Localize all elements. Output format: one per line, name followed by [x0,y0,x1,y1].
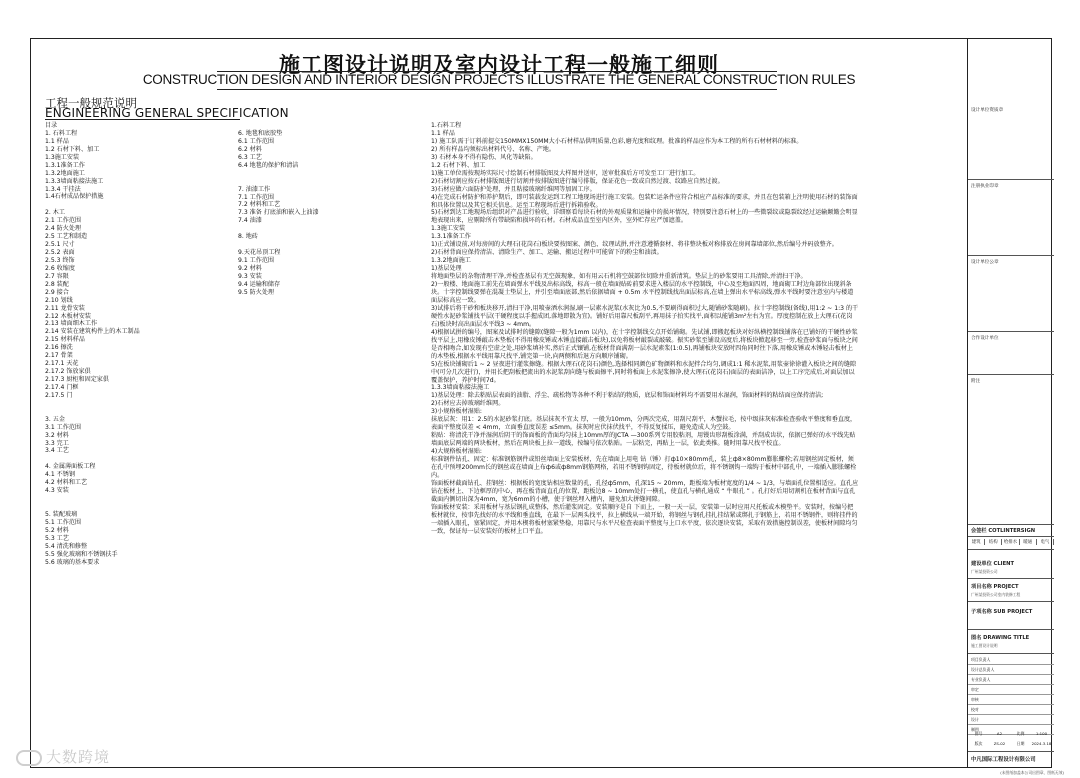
tb-discipline: 电气 [1037,539,1054,545]
tb-firm-name: 中凡国际工程设计有限公司 [971,757,1036,763]
toc-item: 2.17 骨架 [45,352,73,360]
toc-item: 2.17.5 门 [45,391,73,399]
spec-paragraph: 将地面垫层的杂物清理干净,并检查基层有无空鼓现象，如有用云石机将空鼓部位切除并重新清筑。垫层上的砂浆要用工具清除,并清扫干净。 [431,273,807,281]
tb-role: 设计 [968,715,1054,725]
tb-divider [968,653,1054,654]
tb-role: 校对 [968,705,1054,715]
subtitle-underline [217,89,777,90]
spec-paragraph: 标准钢件钻孔、固定：标准钢筋钢件或铅丝墙面上安装板材，先在墙面上用电 钻（锤）打ф10×80mm孔，装上ф8×80mm膨胀螺栓;若用钢丝固定板材，须在孔中预埋200mm长的钢丝或在墙面上布ф6或ф8mm钢筋网格，若用不锈钢钩固定，待板材就位后，将不锈钢钩一端钩于板材中部孔中，一端插入膨胀螺栓内。 [431,456,857,479]
toc-item: 7.3 准备 打底油和嵌入上油漆 [238,209,319,217]
spec-paragraph: 1)基层处理：除去粘贴层表面的油脂、浮尘、疏松物等各种不利于粘结的物质，底层和饰面材料均不需要用水湿润，饰面材料的粘结面应保持清洁; [431,392,824,400]
toc-item: 3.2 材料 [45,431,69,439]
watermark-text: 大数跨境 [46,748,111,766]
tb-divider [968,179,1054,180]
toc-item: 7.2 材料和工艺 [238,201,281,209]
toc-item: 2.4 防火处理 [45,225,82,233]
spec-paragraph: 4)根据试拼的编号，图案及试排时的缝隙(缝隙一般为1mm 以内)，在十字控制线交点开始铺砌。先试铺,即搬起板块对好纵横控制线铺落在已铺好的干硬性砂浆找平层上,用橡皮锤敲击木垫板(不得用橡皮锤或木锤直接敲击板块),以免将板材敲裂或敲破。振实砂浆至铺设高度后,将板块掀起移至一旁,检查砂浆面与板块之间是否相吻合,如发现有空虚之处,用砂浆填补实,然后正式镶铺,在板材背面满刮一层水泥素浆(1:0.5),再铺板块安放时四角同时往下落,用橡皮锤或木锤轻击板材上的木垫板,根据水平线用靠尺找平,铺完第一块,向两侧和后退方向顺序铺砌。 [431,328,858,360]
title-block [967,39,1053,767]
toc-item: 6. 地毯和底胶垫 [238,130,283,137]
spec-paragraph: 1.3施工安装 [431,225,466,233]
spec-paragraph: 4)大规格板材湿贴: [431,448,482,456]
spec-paragraph: 2)一般楼、地面施工前先在墙面弹水平线及出标高线，标高一般在墙面贴砖前要求进入楼层的水平控制线，中心及至地面四周，地面砌工时边角部位出现斜条块。十字控制线要弹在混凝土垫层上，并引至墙面底部,然后依据墙面 + 0.5m 水平控制线找出面层标高,在墙上弹出水平标高线,弹水平线时要注意室内与楼道面层标高应一致。 [431,281,854,304]
spec-paragraph: 2)石材背面应保持清洁、清除生产、加工、运输、搬运过程中可能留下的粉尘和油渍。 [431,249,663,257]
toc-item: 6.4 地毯的保护和清洁 [238,161,299,169]
tb-divider [968,524,1054,525]
spec-paragraph: 3)小规格板材湿贴: [431,408,482,416]
toc-item: 2.1 工作范围 [45,217,82,225]
toc-item: 7. 油漆工作 [238,185,271,193]
tb-discipline: 给排水 [1002,539,1019,545]
toc-item: 2.15 材料样品 [45,336,85,344]
spec-paragraph: 2) 所有样品均须标出材料代号、名称、产地。 [431,145,555,153]
toc-item: 3.4 工艺 [45,447,69,455]
toc-item: 6.3 工艺 [238,153,262,161]
spec-paragraph: 1)正式铺设前,对每房间的大理石(花岗石)板块要按图案、颜色、纹理试拼,并注意遵循套材、将非整块板对称排放在房间靠墙部位,然后编号并码放整齐。 [431,241,838,249]
watermark-logo-icon [16,750,42,766]
spec-paragraph: 1) 施工队需于订料前提交150MMX150MM大小石材样品供明质量,色彩,磨光度和纹理。批准的样品应作为本工程的所有石材材料的标准。 [431,137,803,145]
tb-qualification-seal: 设计单位资质章 [971,108,1004,113]
tb-discipline-row [968,539,1054,545]
tb-role: 专业负责人 [968,675,1054,685]
tb-role: 审定 [968,685,1054,695]
toc-item [238,241,319,249]
toc-item: 目录 [45,122,58,129]
tb-meta-cell: 版次 [974,741,983,746]
toc-item: 2.9 接合 [45,288,69,296]
tb-meta-cell: 日期 [1016,741,1025,746]
spec-paragraph: 1.1 样品 [431,129,455,137]
spec-paragraph: 3)试排后将干砂和板块移开,清扫干净,用喷壶洒水润湿,刷一层素水泥浆(水灰比为0.5,不要刷得面积过大,随铺砂浆随刷)。拉十字控制线(备线),用1:2 ~ 1:3 的干硬性水泥砂浆铺找平层(干硬程度以手握成团,落地即散为宜)。铺好后用靠尺板刮平,再用抹子拍实找平,面积以能铺3m²左右为宜。厚度控制在放上大理石(花岗石)板块时高出面层水平线3 ~ 4mm。 [431,304,859,328]
tb-client-value: 广州某投资公司 [971,569,998,574]
section-underline [45,119,240,120]
toc-item: 1.3.2地面施工 [45,169,85,177]
toc-item: 9.4 运输和储存 [238,280,281,288]
toc-item: 2.5.3 终饰 [45,256,75,264]
drawing-main-area [31,39,967,767]
spec-paragraph: 1)基层处理 [431,265,462,273]
spec-paragraph: 1.石料工程 [431,122,462,129]
toc-item: 4.1 不锈钢 [45,471,75,479]
section-title-en: ENGINEERING GENERAL SPECIFICATION [45,106,289,120]
tb-discipline: 结构 [985,539,1002,545]
toc-item: 1.4石材成品保护措施 [45,193,104,201]
toc-item: 2.8 装配 [45,280,69,288]
toc-item: 8. 地砖 [238,233,258,241]
toc-item [238,178,319,186]
tb-partner: 合作设计单位 [971,336,999,341]
tb-subproject-label: 子项名称 SUB PROJECT [971,609,1033,615]
toc-item: 1. 石料工程 [45,129,78,137]
tb-meta-cell: 1:100 [1035,731,1048,736]
spec-paragraph: 2)石材应去掉玻璃纤维网。 [431,400,505,408]
spec-paragraph: 1.3.2地面施工 [431,257,471,265]
toc-item: 2.14 安装在建筑构件上的木工制品 [45,328,140,336]
tb-role: 制图 [968,725,1054,735]
tb-project-value: 广州某投资公司室内装修工程 [971,592,1021,597]
toc-item: 3.3 完工 [45,439,69,447]
toc-item: 2.11 龙骨安装 [45,304,85,312]
tb-divider [968,629,1054,630]
tb-company-seal: 设计单位公章 [971,260,999,265]
toc-item: 2.12 木板材安装 [45,312,91,320]
toc-item: 2.7 容限 [45,272,69,280]
toc-item: 1.2 石材下料、加工 [45,145,100,153]
toc-item: 3.1 工作范围 [45,423,82,431]
spec-paragraph: 1.2 石材下料、加工 [431,161,486,169]
toc-left-column [45,122,140,567]
toc-item: 1.3.3墙面粘接法施工 [45,177,104,185]
spec-paragraph: 3)石材应做六面防护处理，并且粘接玻璃纤维网等加固工序。 [431,185,596,193]
tb-meta-cell: A2 [996,731,1003,736]
toc-item: 5.6 玻璃的基本要求 [45,558,100,566]
tb-discipline: 建筑 [968,539,985,545]
toc-item: 5.1 工作范围 [45,518,82,526]
spec-paragraph: 1)施工单位需按现场实际尺寸绘制石材排版图及大样图并送审，送审批准后方可发至工厂进行加工。 [431,169,700,177]
toc-item: 4.3 安装 [45,487,69,495]
toc-item: 9.1 工作范围 [238,257,275,264]
tb-registration-seal: 注册执业印章 [971,184,999,189]
toc-item: 2.13 墙面细木工作 [45,320,98,328]
tb-divider [968,549,1054,550]
spec-paragraph: 5)石材到达工地现场后组织对产品进行验收，详细察看每块石材的外观质量和运输中的损坏情况，特别要注意石材上的一些微裂纹或隐裂纹经过运输颠簸会明显地表现出来，应剔除所有带缺陷和损坏的石材。石材成品直至室内区外，室外贮存应严加遮盖。 [431,209,858,225]
tb-countersign: 会签栏 COTLINTERSIGN [971,528,1036,534]
toc-item: 5.5 强化玻璃和不锈钢扶手 [45,550,118,558]
tb-divider [968,578,1054,579]
spec-paragraph: 抹底层灰：用1：2.5的水泥砂浆打底。基层抹灰不宜太 厚，一般为10mm，分两次完成，用刮尺刮平，木蟹拉毛，按中级抹灰标准检查验收平整度和垂直度，表面平整度误差 < 4mm，立面垂直度误差 ≤5mm。抹灰时应伏抹伏找平，不得反复揉压，避免造成人为空鼓。 [431,416,857,432]
tb-divider [968,751,1054,752]
page-subtitle: CONSTRUCTION DESIGN AND INTERIOR DESIGN PROJECTS ILLUSTRATE THE GENERAL CONSTRUCTION RULES [142,72,856,87]
toc-item: 2.17.1 天花 [45,360,79,368]
toc-item: 2. 木工 [45,209,65,217]
firm-note: (未图纸加盖本公司出图章，图纸无效) [1000,770,1064,775]
toc-item [45,495,140,503]
tb-divider [968,255,1054,256]
toc-item: 7.4 油漆 [238,217,262,225]
toc-item [45,400,140,408]
toc-item [45,503,140,511]
tb-divider [968,331,1054,332]
toc-item: 5.2 材料 [45,526,69,534]
tb-role: 审核 [968,695,1054,705]
toc-item: 6.2 材料 [238,145,262,153]
toc-item: 1.3.4 干挂法 [45,185,81,193]
toc-item: 2.6 收缩度 [45,264,75,272]
toc-item: 5. 装配玻璃 [45,510,78,518]
watermark [16,746,110,767]
toc-item: 2.5.2 表面 [45,249,75,256]
toc-item: 2.5 工艺和制造 [45,233,88,241]
toc-item [238,225,319,233]
page-title: 施工图设计说明及室内设计工程一般施工细则 [279,53,719,77]
toc-item: 6.1 工作范围 [238,137,275,145]
toc-item: 9.5 防火处理 [238,288,275,296]
drawing-sheet [30,38,1052,768]
tb-meta-cell: ZS-02 [993,741,1006,746]
spec-paragraph: 2)石材切割应按石材排版图进行切割并按排版图进行编号排版，保证花色一致或自然过渡、纹路应自然过渡。 [431,177,724,185]
tb-drawing-label: 图名 DRAWING TITLE [971,635,1030,641]
toc-item: 2.17.4 门框 [45,383,79,391]
tb-discipline: 暖通 [1020,539,1037,545]
spec-paragraph: 3) 石材本身不得有隐伤、风化等缺陷。 [431,153,537,161]
tb-role: 设计总负责人 [968,665,1054,675]
tb-project-label: 项目名称 PROJECT [971,584,1019,590]
toc-item [45,408,140,416]
toc-item [238,170,319,178]
toc-item: 4. 金属薄面板工程 [45,463,96,471]
toc-item: 2.17.3 厨柜和固定家俱 [45,376,109,383]
spec-paragraph: 1.3.3墙面粘接法施工 [431,384,490,392]
spec-paragraph: 5)在板块铺砌后1 ~ 2 昼夜进行灌浆擦缝。根据大理石(花岗石)颜色,选择相同颜色矿物颜料和水泥拌合均匀,调成1:1 稀水泥浆,用浆壶徐徐灌入板块之间的缝隙中(可分几次进行)，并用长把刮板把流出的水泥浆刮向缝与板面擦平,同时将板面上水泥浆擦净,使大理石(花岗石)面层的表面洁净，以上工序完成后,对面层加以覆盖保护，养护时间7d。 [431,360,857,384]
toc-item: 5.4 清洗和修整 [45,542,88,550]
tb-roles [968,655,1054,735]
spec-text-column [431,122,859,536]
spec-paragraph: 4)在完成石材防护和养护期后，即可装载发运到工程工地现场进行施工安装。包装贮运条件应符合相应产品标准的要求，并且在包装箱上注明使用石材的装饰面和具体位置以及其它相关信息。运至工程现场后进行拆箱验收。 [431,193,858,209]
tb-meta-cell: 比例 [1016,731,1025,736]
spec-paragraph: 粘贴：将清洗干净并湿润后阴干的饰面板的背面均匀抹上10mm厚的JCTA —300系列专用胶粘剂，用镘齿形刮板涂满，并刮成齿状，依据已弹好的水平线先贴墙面底层两端的两块板材，然后在两块板上拉一道线，按编号依次粘贴。一层粘完，再贴上一层，依此类推。随时用靠尺找平校直。 [431,432,856,448]
toc-item: 9.3 安装 [238,272,262,280]
toc-item: 2.10 划线 [45,296,73,304]
toc-item: 9.天花吊顶工程 [238,249,281,257]
toc-middle-column [238,130,319,297]
spec-paragraph: 饰面板材安装：采用板材与基层钢扎成整体，然后灌浆固定。安装顺序是自 下而上，一般一天一层，安装第一层时应用尺托板或木模垫平。安装时，按编号把板材就位，按事先找好的水平线和垂直线，在最下一层两头找平，拉上横线从一端开始，将钢丝与钢孔挂扎挂结紧或绑扎于钢筋上，若用不锈钢件，则将挂件的一端插入眼孔，塞紧固定，并用木楔将板材塞紧垫稳，用靠尺与水平尺检查表面平整度与上口水平度，依次逐块安装，采取有效措施控制误差，使板材间隙均匀一致，保证每一层安装好的板材上口平直。 [431,503,858,535]
spec-paragraph: 1.3.1准备工作 [431,233,471,241]
toc-item: 2.17.2 饰放家俱 [45,368,91,376]
toc-item: 2.16 擦洗 [45,344,73,352]
toc-item: 4.2 材料和工艺 [45,479,88,487]
tb-role: 项目负责人 [968,655,1054,665]
tb-meta [968,729,1054,749]
spec-paragraph: 饰面板材截面钻孔、挂钢丝：根据板的宽度钻相应数量的孔，孔径ф5mm，孔深15 ~ 20mm，距板端为板材宽度的1/4 ~ 1/3，与墙面孔位置相适应。直孔应钻在板材上、下边框厚的中心，再在板背面直孔的位置，距板边8 ~ 10mm处打一横孔，使直孔与横孔通成 “ 牛眼孔 ” 。孔打好后用切割机在板材背面与直孔截面内侧切出深为4mm，宽为6mm的小槽，使于钢丝埋入槽内，避免加大拼缝间隙。 [431,479,859,503]
toc-item: 9.2 材料 [238,264,262,272]
tb-divider [968,536,1054,537]
tb-meta-cell: 2024.3.18 [1031,741,1052,746]
tb-divider [968,601,1054,602]
toc-item: 1.3.1准备工作 [45,161,85,169]
tb-divider [968,374,1054,375]
tb-client-label: 建设单位 CLIENT [971,561,1015,567]
toc-item: 5.3 工艺 [45,534,69,542]
toc-item: 7.1 工作范围 [238,193,275,201]
section-title-cn: 工程一般规范说明 [45,96,137,110]
toc-item: 1.3施工安装 [45,153,80,161]
toc-item: 3. 五金 [45,415,65,423]
tb-meta-cell: 图号 [974,731,983,736]
tb-notes: 附注 [971,379,981,384]
toc-item: 2.5.1 尺寸 [45,241,75,249]
tb-drawing-value: 施工图设计说明 [971,643,998,648]
toc-item: 1.1 样品 [45,137,69,145]
